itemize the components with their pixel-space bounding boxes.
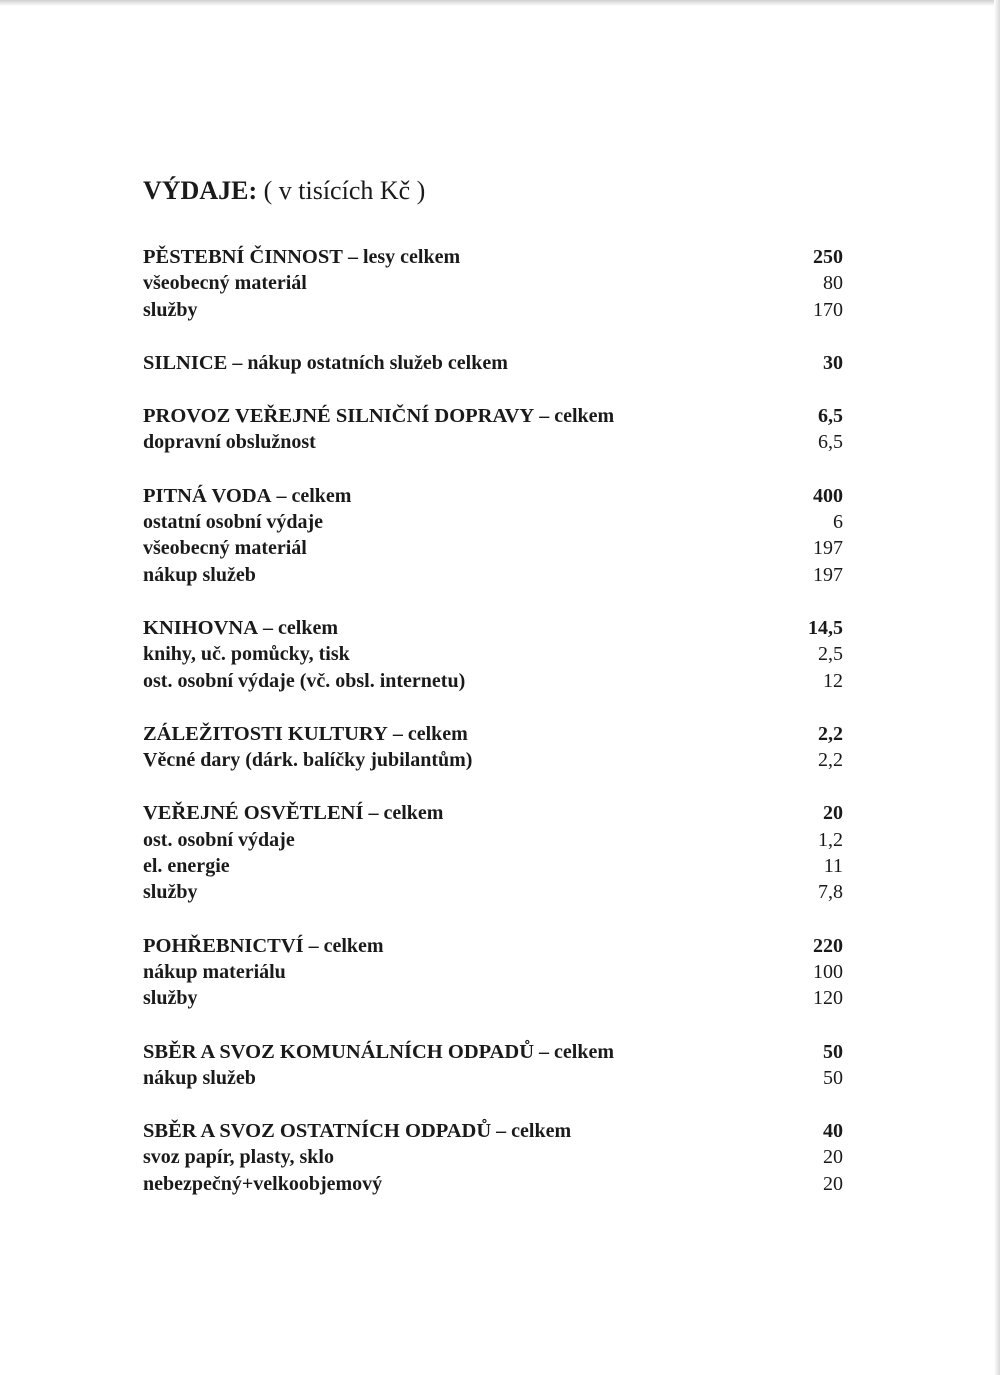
section-total: 50 (823, 1040, 843, 1063)
line-item-value: 170 (813, 298, 843, 321)
line-item (143, 853, 843, 879)
expenditure-section (143, 615, 843, 694)
line-item-value: 2,5 (818, 643, 843, 666)
section-total: 250 (813, 246, 843, 268)
section-total: 20 (823, 802, 843, 825)
section-heading-suffix: – celkem (271, 484, 352, 507)
section-heading-title: KNIHOVNA (143, 616, 259, 639)
section-heading-title: PITNÁ VODA (143, 484, 272, 507)
line-item-label: služby (143, 298, 198, 321)
section-heading-suffix: – celkem (491, 1120, 572, 1143)
line-item (143, 747, 843, 773)
section-heading-title: PĚSTEBNÍ ČINNOST (143, 246, 343, 268)
section-total: 6,5 (818, 405, 843, 428)
section-heading-suffix: – nákup ostatních služeb celkem (227, 351, 508, 374)
section-heading-suffix: – celkem (387, 722, 468, 745)
line-item-label: ostatní osobní výdaje (143, 511, 324, 534)
section-heading (143, 721, 468, 747)
section-heading (143, 1118, 571, 1144)
section-total: 14,5 (808, 616, 843, 639)
line-item (143, 641, 843, 667)
line-item-label: ost. osobní výdaje (143, 828, 295, 851)
line-item-value: 20 (823, 1146, 843, 1169)
expenditure-section (143, 244, 843, 323)
line-item (143, 1065, 843, 1091)
line-item-label: el. energie (143, 855, 230, 878)
section-heading-title: VEŘEJNÉ OSVĚTLENÍ (143, 802, 364, 825)
line-item-value: 12 (823, 669, 843, 692)
expenditure-section (143, 483, 843, 588)
expenditure-section (143, 1118, 843, 1197)
line-item-value: 100 (813, 960, 843, 983)
section-heading-row (143, 403, 843, 429)
line-item-label: ost. osobní výdaje (vč. obsl. internetu) (143, 669, 466, 692)
section-heading (143, 350, 508, 376)
line-item-value: 197 (813, 563, 843, 586)
section-heading-row (143, 350, 843, 376)
section-total: 30 (823, 351, 843, 374)
section-heading-row (143, 933, 843, 959)
line-item-label: nákup materiálu (143, 960, 286, 983)
section-total: 400 (813, 484, 843, 507)
title-main: VÝDAJE: (143, 176, 258, 205)
section-heading (143, 800, 443, 826)
expenditure-document (143, 172, 843, 1224)
line-item-label: dopravní obslužnost (143, 431, 316, 454)
line-item (143, 297, 843, 323)
section-heading-suffix: – celkem (258, 616, 339, 639)
scan-edge-top (0, 0, 1000, 6)
section-heading (143, 615, 338, 641)
line-item-label: všeobecný materiál (143, 537, 307, 560)
section-heading (143, 403, 614, 429)
line-item-label: všeobecný materiál (143, 272, 307, 295)
line-item-value: 1,2 (818, 828, 843, 851)
title-unit: ( v tisících Kč ) (263, 176, 426, 205)
section-heading-suffix: – lesy celkem (342, 246, 461, 268)
line-item-label: svoz papír, plasty, sklo (143, 1146, 334, 1169)
section-heading-row (143, 615, 843, 641)
section-total: 2,2 (818, 722, 843, 745)
line-item-label: služby (143, 987, 198, 1010)
line-item (143, 959, 843, 985)
line-item-value: 120 (813, 987, 843, 1010)
line-item-value: 197 (813, 537, 843, 560)
section-total: 220 (813, 934, 843, 957)
section-heading-row (143, 1118, 843, 1144)
expenditure-section (143, 1039, 843, 1092)
line-item-label: nákup služeb (143, 1066, 256, 1089)
line-item-label: Věcné dary (dárk. balíčky jubilantům) (143, 749, 473, 772)
line-item-value: 2,2 (818, 749, 843, 772)
expenditure-section (143, 403, 843, 456)
expenditure-section (143, 933, 843, 1012)
section-heading-suffix: – celkem (363, 802, 444, 825)
section-heading (143, 244, 460, 270)
section-total: 40 (823, 1120, 843, 1143)
section-heading-row (143, 1039, 843, 1065)
section-heading-title: PROVOZ VEŘEJNÉ SILNIČNÍ DOPRAVY (143, 405, 535, 428)
line-item-value: 20 (823, 1172, 843, 1195)
line-item-label: služby (143, 881, 198, 904)
expenditure-section (143, 350, 843, 376)
section-heading-suffix: – celkem (534, 1040, 615, 1063)
line-item (143, 1171, 843, 1197)
line-item (143, 270, 843, 296)
line-item (143, 985, 843, 1011)
line-item-value: 6 (833, 511, 843, 534)
line-item-value: 6,5 (818, 431, 843, 454)
scan-edge-right (994, 0, 1000, 1375)
section-heading-title: POHŘEBNICTVÍ (143, 934, 304, 957)
section-heading-row (143, 800, 843, 826)
line-item (143, 562, 843, 588)
section-heading-title: SBĚR A SVOZ OSTATNÍCH ODPADŮ (143, 1120, 492, 1143)
line-item (143, 535, 843, 561)
section-heading (143, 483, 351, 509)
section-heading (143, 933, 384, 959)
document-title (143, 172, 843, 210)
line-item-value: 7,8 (818, 881, 843, 904)
expenditure-section (143, 721, 843, 774)
line-item (143, 827, 843, 853)
line-item (143, 509, 843, 535)
section-heading-title: ZÁLEŽITOSTI KULTURY (143, 722, 388, 745)
line-item-value: 80 (823, 272, 843, 295)
line-item-value: 50 (823, 1066, 843, 1089)
line-item (143, 429, 843, 455)
line-item-label: nebezpečný+velkoobjemový (143, 1172, 383, 1195)
line-item-label: nákup služeb (143, 563, 256, 586)
expenditure-sections (143, 244, 843, 1197)
line-item-label: knihy, uč. pomůcky, tisk (143, 643, 350, 666)
section-heading-row (143, 483, 843, 509)
section-heading (143, 1039, 614, 1065)
section-heading-title: SILNICE (143, 351, 228, 374)
section-heading-suffix: – celkem (303, 934, 384, 957)
expenditure-section (143, 800, 843, 905)
line-item (143, 668, 843, 694)
section-heading-row (143, 721, 843, 747)
section-heading-suffix: – celkem (534, 405, 615, 428)
section-heading-row (143, 244, 843, 270)
section-heading-title: SBĚR A SVOZ KOMUNÁLNÍCH ODPADŮ (143, 1040, 535, 1063)
line-item (143, 1144, 843, 1170)
line-item (143, 879, 843, 905)
line-item-value: 11 (823, 855, 843, 878)
